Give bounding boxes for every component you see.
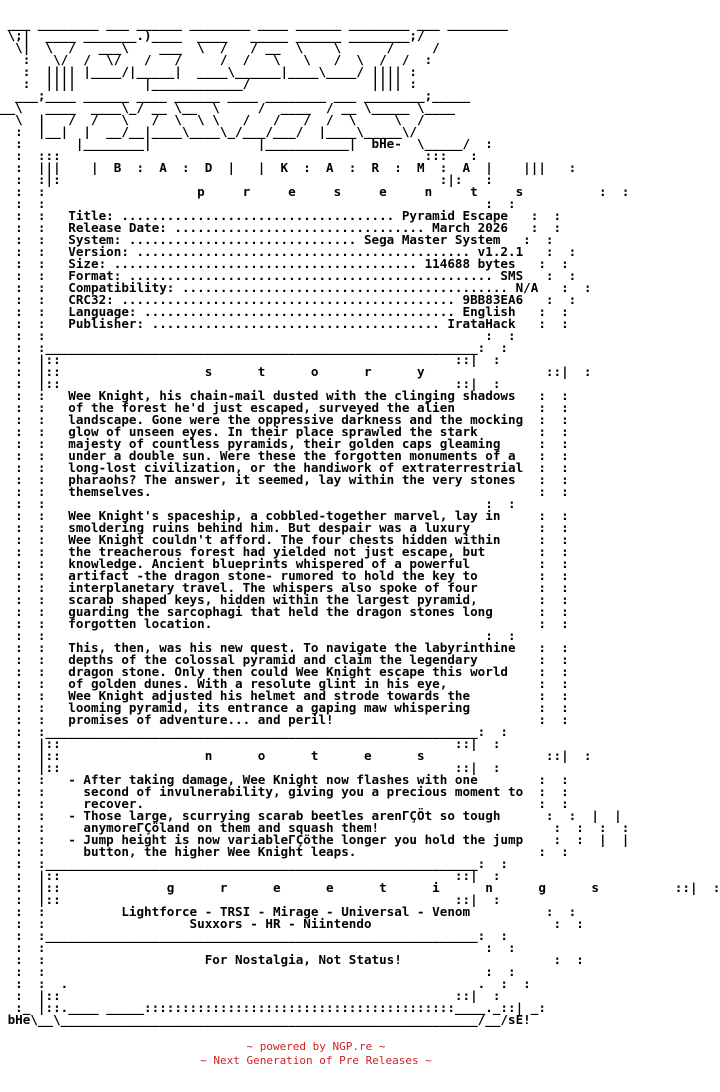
footer-tagline: ~ Next Generation of Pre Releases ~	[200, 1054, 432, 1067]
nfo-ascii-document: ___ ________ ___ ______ ________ ____ ______ ________ ___ ________ \;| ____ _______.)____ ____ _____ ______ ________;/ \| \ / ___\ ___ \ / / __ \ \ / / : \/ / \/ / / / / \ \ / \ / / : : |||| |____/|_____| ____\______|____\____/ |||| : : |||| |____________/ |||| : ___;____ ______ ____ ______ ____ ________ ___ ________;_____ __\ ____ ____\_/ __ \__ \ / ____ / __ \_____ \____ \ | / / \ / \ \ \ / / / / \ \ / : |__| | __/__|____\____\_/___/___/ |____\_____\/ : |________| |___________| bHe- \_____/ : : ::: ::: : : ||| | B : A : D | | K : A : R : M : A | ||| : : :|: :|: : : : p r e s e n t s : : : : : : : : Title: .................................... Pyramid Escape : : : : Release Date: ................................. March 2026 : : : : System: .............................. Sega Master System : : : : Version: ............................................ v1.2.1 : : : : Size: ........................................ 114688 bytes : : : : Format: ................................................ SMS : : : : Compatibility: ........................................... N/A : : : : CRC32: ............................................ 9BB83EA6 : : : : Language: ......................................... English : : : : Publisher: ...................................... IrataHack : : : : : : : :_________________________________________________________: : : |:: ::| : : |:: s t o r y ::| : : |:: ::| : : : Wee Knight, his chain-mail dusted with the clinging shadows : : : : of the forest he'd just escaped, surveyed the alien : : : : landscape. Gone were the oppressive darkness and the mocking : : : : glow of unseen eyes. In their place sprawled the stark : : : : majesty of countless pyramids, their golden caps gleaming : : : : under a double sun. Were these the forgotten monuments of a : : : : long-lost civilization, or the handiwork of extraterrestrial : : : : pharaohs? The answer, it seemed, lay within the very stones : : : : themselves. : : : : : : : : Wee Knight's spaceship, a cobbled-together marvel, lay in : : : : smoldering ruins behind him. But despair was a luxury : : : : Wee Knight couldn't afford. The four chests hidden within : : : : the treacherous forest had yielded not just escape, but : : : : knowledge. Ancient blueprints whispered of a powerful : : : : artifact -the dragon stone- rumored to hold the key to : : : : interplanetary travel. The whispers also spoke of four : : : : scarab shaped keys, hidden within the largest pyramid, : : : : guarding the sarcophagi that held the dragon stones long : : : : forgotten location. : : : : : : : : This, then, was his new quest. To navigate the labyrinthine : : : : depths of the colossal pyramid and claim the legendary : : : : dragon stone. Only then could Wee Knight escape this world : : : : of golden dunes. With a resolute glint in his eye, : : : : Wee Knight adjusted his helmet and strode towards the : : : : looming pyramid, its entrance a gaping maw whispering : : : : promises of adventure... and peril! : : : :_________________________________________________________: : : |:: ::| : : |:: n o t e s ::| : : |:: ::| : : : - After taking damage, Wee Knight now flashes with one : : : : second of invulnerability, giving you a precious moment to : : : : recover. : : : : - Those large, scurrying scarab beetles arenΓÇÖt so tough : : | | : : anymoreΓÇöland on them and squash them! : : : : : : - Jump height is now variableΓÇöthe longer you hold the jump : : | | : : button, the higher Wee Knight leaps. : : : :_________________________________________________________: : : |:: ::| : : |:: g r e e t i n g s ::| : : |:: ::| : : : Lightforce - TRSI - Mirage - Universal - Venom : : : : Suxxors - HR - Niintendo : : : :_________________________________________________________: : : : : : : : For Nostalgia, Not Status! : : : : : : : : . . : : : |:: ::| : :_ |::.____ _____:::::::::::::::::::::::::::::::::::::::::____._::| _: bHe\__\_______________________________________________________/__/sE!	[0, 16, 720, 1027]
footer-powered-by: ~ powered by NGP.re ~	[246, 1040, 386, 1053]
